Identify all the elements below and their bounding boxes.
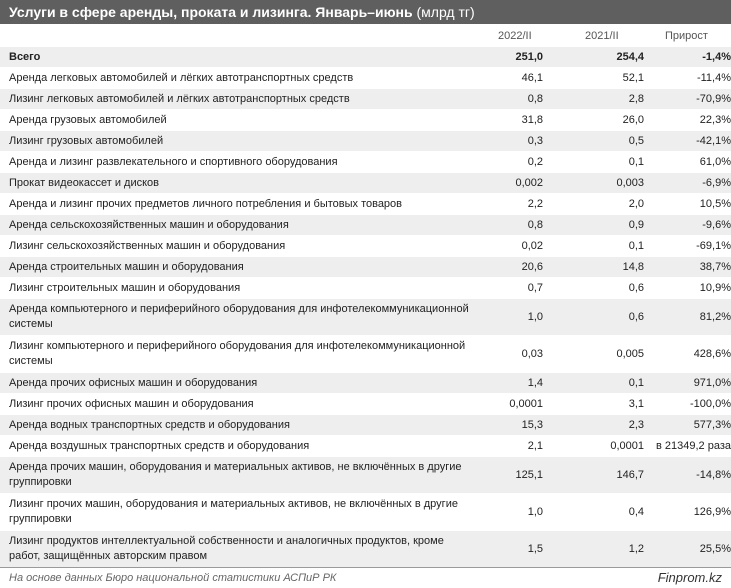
row-value-2021: 26,0 (622, 114, 644, 126)
row-value-2021: 0,5 (628, 135, 644, 147)
row-growth: 10,5% (699, 198, 731, 210)
row-name: Лизинг легковых автомобилей и лёгких автотранспортных средств (9, 92, 350, 105)
row-growth: 81,2% (699, 311, 731, 323)
row-name: Аренда компьютерного и периферийного оборудования для инфотелекоммуникационной системы (9, 303, 469, 330)
row-name: Аренда и лизинг развлекательного и спортивного оборудования (9, 155, 338, 168)
title-text: Услуги в сфере аренды, проката и лизинга. Январь–июнь (9, 4, 413, 20)
table-title (0, 0, 731, 24)
row-name: Аренда легковых автомобилей и лёгких автотранспортных средств (9, 71, 354, 84)
row-name: Аренда прочих машин, оборудования и материальных активов, не включённых в другие группировки (9, 461, 462, 488)
table-row (0, 415, 731, 436)
column-header-2022: 2022/II (498, 30, 532, 42)
row-value-2021: 0,1 (628, 240, 644, 252)
row-growth: 577,3% (693, 419, 731, 431)
row-name: Лизинг строительных машин и оборудования (9, 281, 241, 294)
total-row (0, 47, 731, 68)
row-value-2021: 1,2 (628, 543, 644, 556)
row-name: Прокат видеокассет и дисков (9, 176, 159, 189)
column-header-2021: 2021/II (585, 30, 619, 42)
row-value-2022: 0,03 (521, 348, 543, 360)
row-value-2021: 2,8 (628, 93, 644, 105)
row-value-2022: 0,002 (515, 177, 543, 189)
row-value-2021: 14,8 (622, 261, 644, 273)
row-value-2021: 52,1 (622, 72, 644, 84)
row-value-2022: 15,3 (521, 419, 543, 431)
row-value-2021: 0,005 (616, 348, 644, 360)
row-growth: -70,9% (696, 93, 731, 105)
source-note: На основе данных Бюро национальной статистики АСПиР РК (9, 572, 337, 584)
table-row (0, 373, 731, 394)
row-name: Лизинг прочих машин, оборудования и материальных активов, не включённых в другие группировки (9, 498, 458, 525)
row-value-2021: 0,6 (628, 282, 644, 294)
row-growth: -11,4% (696, 72, 731, 84)
row-growth: -9,6% (702, 219, 731, 231)
table-row (0, 194, 731, 215)
row-value-2022: 46,1 (521, 72, 543, 84)
row-value-2021: 2,3 (628, 419, 644, 431)
row-value-2022: 2,2 (527, 198, 543, 210)
row-growth: 38,7% (699, 261, 731, 273)
row-name: Аренда строительных машин и оборудования (9, 260, 244, 273)
row-name: Лизинг компьютерного и периферийного оборудования для инфотелекоммуникационной системы (9, 340, 466, 367)
row-name: Аренда и лизинг прочих предметов личного потребления и бытовых товаров (9, 197, 403, 210)
row-value-2022: 125,1 (515, 469, 543, 481)
table-row (0, 436, 731, 457)
row-growth: 126,9% (693, 506, 731, 518)
row-name: Аренда воздушных транспортных средств и оборудования (9, 439, 310, 452)
table-row (0, 531, 731, 568)
row-value-2022: 1,0 (527, 506, 543, 518)
row-value-2022: 1,4 (527, 377, 543, 389)
table-row (0, 257, 731, 278)
row-value-2021: 0,9 (628, 219, 644, 231)
row-value-2022: 0,7 (527, 282, 543, 294)
column-header-growth: Прирост (665, 30, 708, 42)
row-value-2021: 0,1 (628, 156, 644, 168)
table-row (0, 299, 731, 336)
column-header (0, 24, 731, 46)
row-growth: -6,9% (702, 177, 731, 189)
row-growth: -42,1% (696, 135, 731, 147)
row-value-2021: 254,4 (616, 51, 644, 63)
table-row (0, 336, 731, 373)
row-value-2021: 0,6 (628, 311, 644, 323)
row-growth: 22,3% (699, 114, 731, 126)
row-value-2022: 251,0 (515, 51, 543, 63)
data-table (0, 46, 731, 568)
table-row (0, 173, 731, 194)
row-value-2022: 0,3 (527, 135, 543, 147)
row-value-2022: 1,0 (527, 311, 543, 323)
row-growth: -14,8% (696, 469, 731, 481)
row-growth: -100,0% (690, 398, 731, 410)
row-growth: -1,4% (702, 51, 731, 63)
table-row (0, 236, 731, 257)
row-value-2021: 0,4 (628, 506, 644, 518)
row-value-2021: 0,0001 (610, 440, 644, 452)
row-value-2022: 0,8 (527, 93, 543, 105)
row-value-2022: 0,2 (527, 156, 543, 168)
row-value-2022: 0,02 (521, 240, 543, 252)
row-name: Лизинг прочих офисных машин и оборудования (9, 397, 254, 410)
table-row (0, 457, 731, 494)
row-value-2022: 0,0001 (509, 398, 543, 410)
table-row (0, 131, 731, 152)
row-growth: в 21349,2 раза (656, 440, 731, 452)
row-name: Аренда водных транспортных средств и оборудования (9, 418, 290, 431)
row-growth: 25,5% (699, 543, 731, 556)
row-name: Аренда грузовых автомобилей (9, 113, 167, 126)
footer (0, 567, 731, 588)
title-unit: (млрд тг) (416, 4, 475, 20)
row-name: Аренда прочих офисных машин и оборудования (9, 376, 258, 389)
row-value-2021: 0,1 (628, 377, 644, 389)
table-row (0, 394, 731, 415)
table-row (0, 68, 731, 89)
row-value-2021: 2,0 (628, 198, 644, 210)
table-row (0, 278, 731, 299)
table-row (0, 215, 731, 236)
row-value-2022: 31,8 (521, 114, 543, 126)
table-row (0, 110, 731, 131)
row-name: Лизинг продуктов интеллектуальной собственности и аналогичных продуктов, кроме работ, защищённых авторским правом (9, 535, 444, 563)
row-value-2021: 146,7 (616, 469, 644, 481)
brand-logo-text[interactable]: Finprom.kz (657, 570, 722, 585)
row-name: Всего (9, 50, 41, 63)
row-value-2022: 20,6 (521, 261, 543, 273)
row-value-2021: 0,003 (616, 177, 644, 189)
row-growth: -69,1% (696, 240, 731, 252)
table-row (0, 494, 731, 531)
row-name: Аренда сельскохозяйственных машин и оборудования (9, 218, 289, 231)
row-growth: 61,0% (699, 156, 731, 168)
row-growth: 10,9% (699, 282, 731, 294)
table-row (0, 89, 731, 110)
row-value-2022: 1,5 (527, 543, 543, 556)
row-growth: 971,0% (693, 377, 731, 389)
row-growth: 428,6% (693, 348, 731, 360)
row-name: Лизинг грузовых автомобилей (9, 134, 164, 147)
row-name: Лизинг сельскохозяйственных машин и оборудования (9, 239, 286, 252)
row-value-2022: 0,8 (527, 219, 543, 231)
table-row (0, 152, 731, 173)
row-value-2022: 2,1 (527, 440, 543, 452)
row-value-2021: 3,1 (628, 398, 644, 410)
